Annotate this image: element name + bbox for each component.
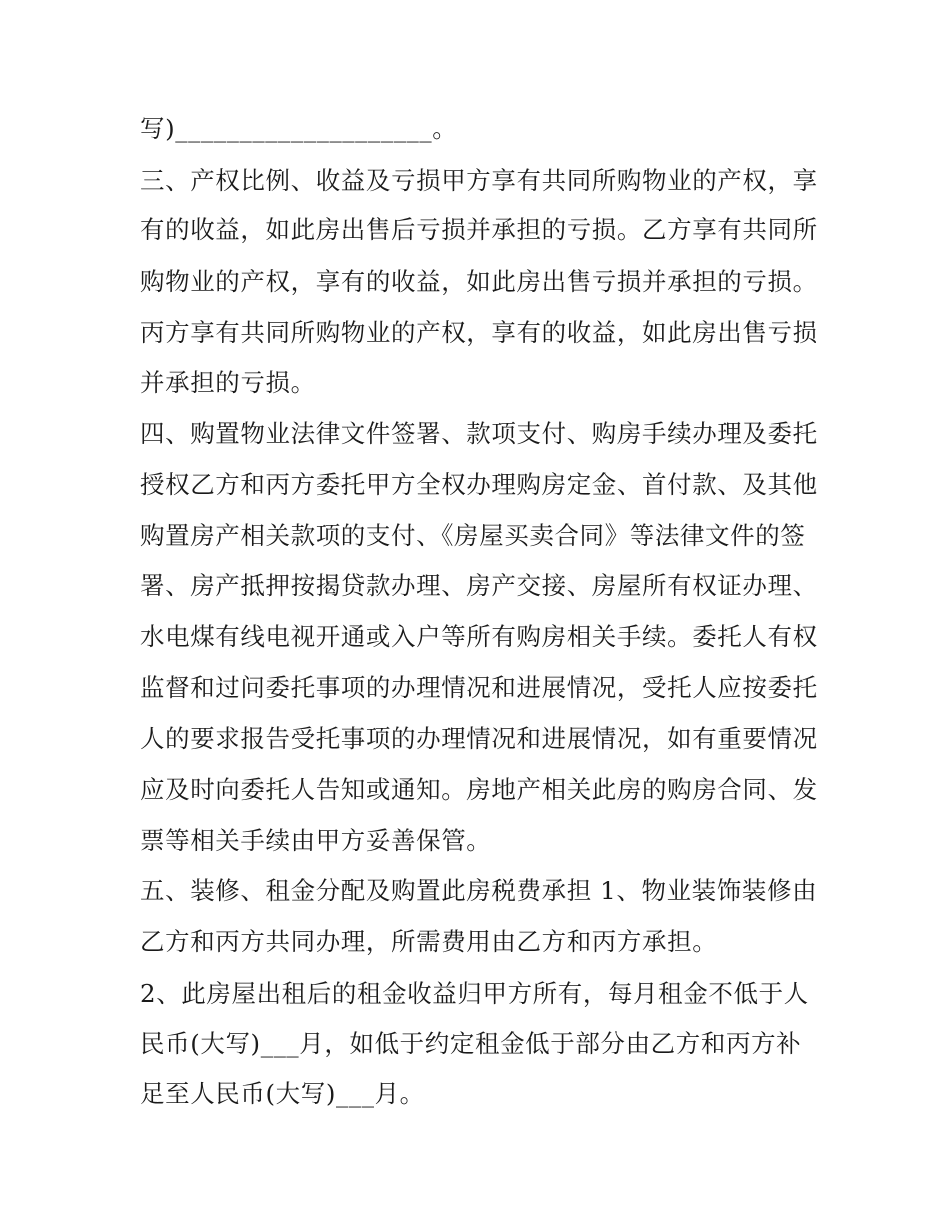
text-line: 有的收益，如此房出售后亏损并承担的亏损。乙方享有共同所 [140, 215, 818, 244]
text-line: 乙方和丙方共同办理，所需费用由乙方和丙方承担。 [140, 927, 718, 956]
text-line: 票等相关手续由甲方妥善保管。 [140, 826, 492, 855]
text-line: 丙方享有共同所购物业的产权，享有的收益，如此房出售亏损 [140, 318, 818, 347]
text-line: 三、产权比例、收益及亏损甲方享有共同所购物业的产权，享 [140, 166, 818, 195]
text-line: 写)____________________。 [140, 114, 458, 143]
text-line: 授权乙方和丙方委托甲方全权办理购房定金、首付款、及其他 [140, 470, 818, 499]
text-line: 2、此房屋出租后的租金收益归甲方所有，每月租金不低于人 [140, 979, 809, 1008]
text-line: 并承担的亏损。 [140, 368, 316, 397]
text-line: 民币(大写)___月，如低于约定租金低于部分由乙方和丙方补 [140, 1029, 802, 1058]
text-line: 水电煤有线电视开通或入户等所有购房相关手续。委托人有权 [140, 622, 818, 651]
text-line: 监督和过问委托事项的办理情况和进展情况，受托人应按委托 [140, 673, 818, 702]
text-line: 五、装修、租金分配及购置此房税费承担 1、物业装饰装修由 [140, 876, 818, 905]
text-line: 署、房产抵押按揭贷款办理、房产交接、房屋所有权证办理、 [140, 571, 818, 600]
text-line: 四、购置物业法律文件签署、款项支付、购房手续办理及委托 [140, 419, 818, 448]
text-line: 应及时向委托人告知或通知。房地产相关此房的购房合同、发 [140, 775, 818, 804]
text-line: 购物业的产权，享有的收益，如此房出售亏损并承担的亏损。 [140, 267, 818, 296]
text-line: 购置房产相关款项的支付、《房屋买卖合同》等法律文件的签 [140, 521, 806, 550]
text-line: 足至人民币(大写)___月。 [140, 1079, 425, 1108]
text-line: 人的要求报告受托事项的办理情况和进展情况，如有重要情况 [140, 724, 818, 753]
